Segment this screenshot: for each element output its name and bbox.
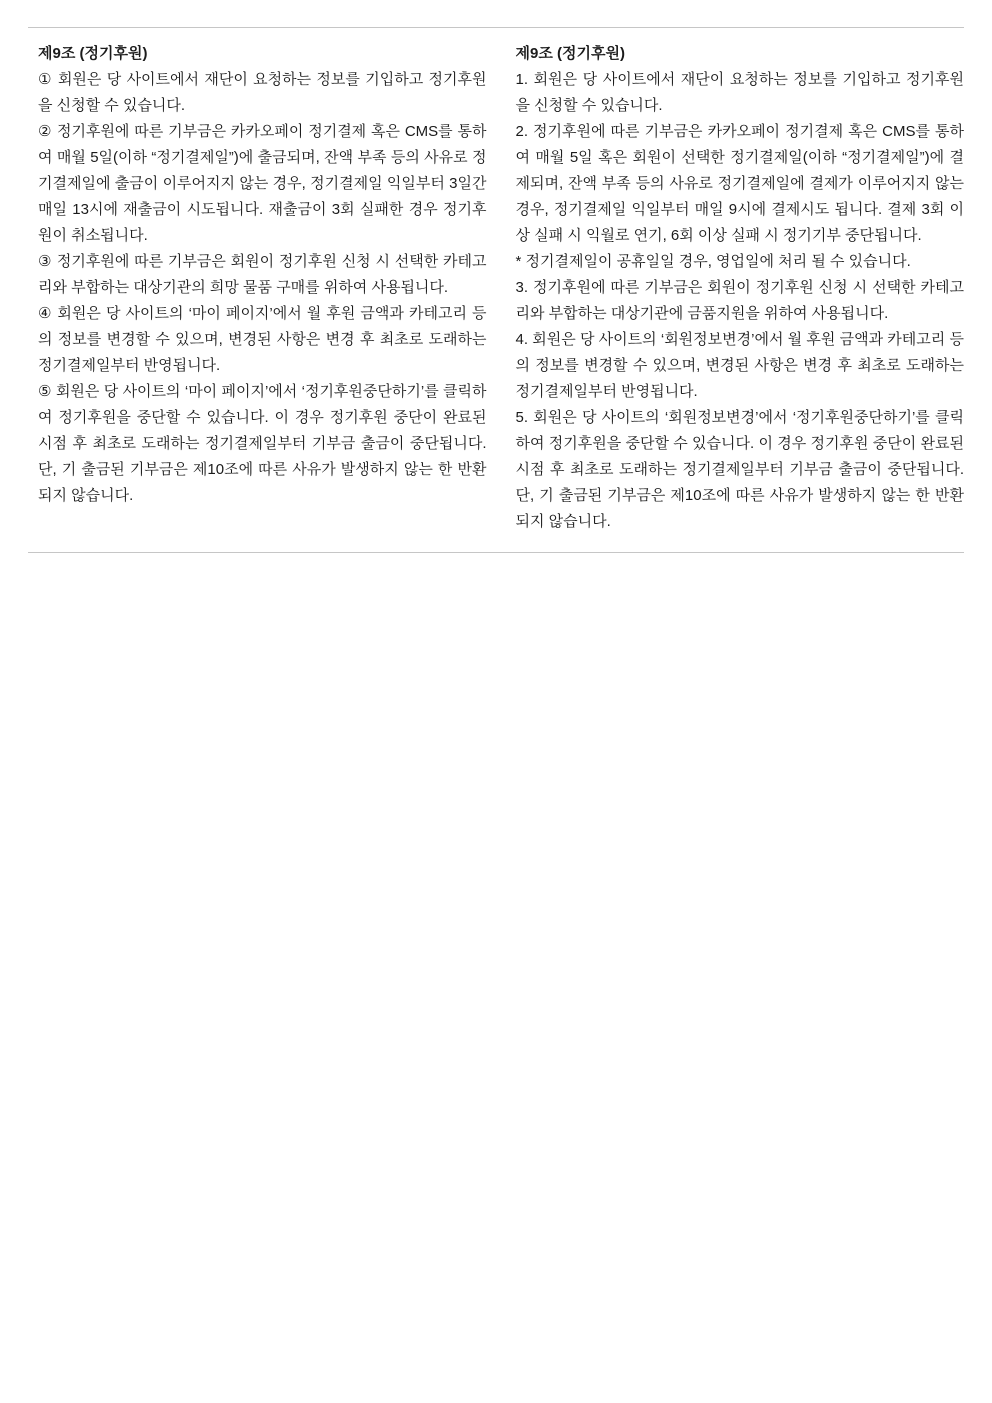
left-paragraph-1: ① 회원은 당 사이트에서 재단이 요청하는 정보를 기입하고 정기후원을 신청할 수 있습니다. [38,71,487,114]
right-column [506,41,965,535]
bottom-divider [28,552,964,553]
left-column-title: 제9조 (정기후원) [38,45,148,62]
right-paragraph-note: * 정기결제일이 공휴일일 경우, 영업일에 처리 될 수 있습니다. [515,253,911,270]
right-paragraph-1: 1. 회원은 당 사이트에서 재단이 요청하는 정보를 기입하고 정기후원을 신청할 수 있습니다. [515,71,964,114]
left-column [28,41,487,535]
right-paragraph-3: 3. 정기후원에 따른 기부금은 회원이 정기후원 신청 시 선택한 카테고리와 부합하는 대상기관에 금품지원을 위하여 사용됩니다. [515,279,964,322]
two-column-comparison [28,28,964,552]
left-paragraph-5: ⑤ 회원은 당 사이트의 ‘마이 페이지’에서 ‘정기후원중단하기’를 클릭하여 정기후원을 중단할 수 있습니다. 이 경우 정기후원 중단이 완료된 시점 후 최초로 도래하는 정기결제일부터 기부금 출금이 중단됩니다. 단, 기 출금된 기부금은 제10조에 따른 사유가 발생하지 않는 한 반환되지 않습니다. [38,383,487,504]
right-column-title: 제9조 (정기후원) [515,45,625,62]
right-paragraph-2: 2. 정기후원에 따른 기부금은 카카오페이 정기결제 혹은 CMS를 통하여 매월 5일 혹은 회원이 선택한 정기결제일(이하 “정기결제일”)에 결제되며, 잔액 부족 등의 사유로 정기결제일에 결제가 이루어지지 않는 경우, 정기결제일 익일부터 매일 9시에 결제시도 됩니다. 결제 3회 이상 실패 시 익월로 연기, 6회 이상 실패 시 정기기부 중단됩니다. [515,123,964,244]
left-paragraph-4: ④ 회원은 당 사이트의 ‘마이 페이지’에서 월 후원 금액과 카테고리 등의 정보를 변경할 수 있으며, 변경된 사항은 변경 후 최초로 도래하는 정기결제일부터 반영됩니다. [38,305,487,374]
left-paragraph-2: ② 정기후원에 따른 기부금은 카카오페이 정기결제 혹은 CMS를 통하여 매월 5일(이하 “정기결제일”)에 출금되며, 잔액 부족 등의 사유로 정기결제일에 출금이 이루어지지 않는 경우, 정기결제일 익일부터 3일간 매일 13시에 재출금이 시도됩니다. 재출금이 3회 실패한 경우 정기후원이 취소됩니다. [38,123,487,244]
right-paragraph-5: 5. 회원은 당 사이트의 ‘회원정보변경’에서 ‘정기후원중단하기’를 클릭하여 정기후원을 중단할 수 있습니다. 이 경우 정기후원 중단이 완료된 시점 후 최초로 도래하는 정기결제일부터 기부금 출금이 중단됩니다. 단, 기 출금된 기부금은 제10조에 따른 사유가 발생하지 않는 한 반환되지 않습니다. [515,409,964,530]
terms-section [28,27,964,553]
left-paragraph-3: ③ 정기후원에 따른 기부금은 회원이 정기후원 신청 시 선택한 카테고리와 부합하는 대상기관의 희망 물품 구매를 위하여 사용됩니다. [38,253,487,296]
right-paragraph-4: 4. 회원은 당 사이트의 ‘회원정보변경’에서 월 후원 금액과 카테고리 등의 정보를 변경할 수 있으며, 변경된 사항은 변경 후 최초로 도래하는 정기결제일부터 반영됩니다. [515,331,964,400]
